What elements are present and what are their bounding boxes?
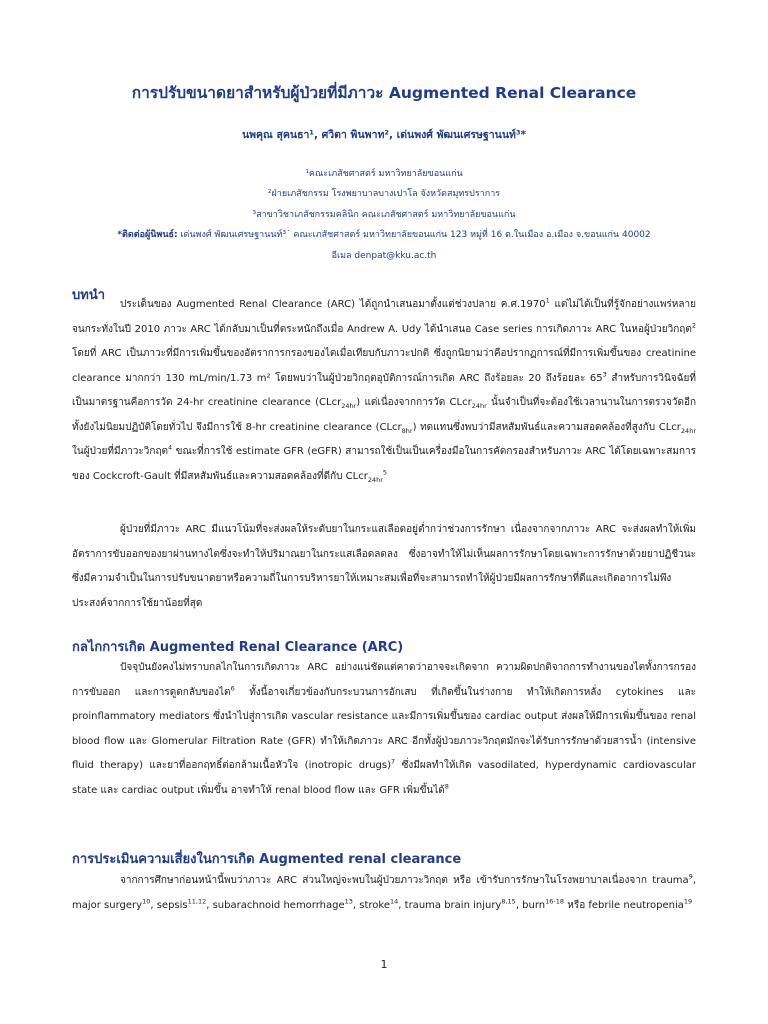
- page-number: 1: [380, 958, 388, 971]
- section-heading-risk: การประเมินความเสี่ยงในการเกิด Augmented renal clearance: [72, 852, 462, 867]
- email-line: อีเมล denpat@kku.ac.th: [331, 251, 437, 261]
- affiliation-3: ³สาขาวิชาเภสัชกรรมคลินิก คณะเภสัชศาสตร์ มหาวิทยาลัยขอนแก่น: [252, 210, 516, 220]
- risk-paragraph: จากการศึกษาก่อนหน้านี้พบว่าภาวะ ARC ส่วนใหญ่จะพบในผู้ป่วยภาวะวิกฤต หรือ เข้ารับการรักษาในโรงพยาบาลเนื่องจาก trauma$^9$, major surgery$^{10}$, sepsis$^{11,12}$, subarachnoid hemorrhage$^{13}$, stroke$^{14}$, trauma brain injury$^{8,15}$, burn$^{16-18}$ หรือ febrile neutropenia$^{19}$: [72, 872, 696, 911]
- intro-paragraph-1: ประเด็นของ Augmented Renal Clearance (ARC) ได้ถูกนำเสนอมาตั้งแต่ช่วงปลาย ค.ศ.1970$^1$ แต่ไม่ได้เป็นที่รู้จักอย่างแพร่หลาย จนกระทั่งในปี 2010 ภาวะ ARC ได้กลับมาเป็นที่ตระหนักถึงเมื่อ Andrew A. Udy ได้นำเสนอ Case series การเกิดภาวะ ARC ในหอผู้ป่วยวิกฤต$^2$ โดยที่ ARC เป็นภาวะที่มีการเพิ่มขึ้นของอัตราการกรองของไตเมื่อเทียบกับภาวะปกติ ซึ่งถูกนิยามว่าคือปรากฏการณ์ที่มีการเพิ่มขึ้นของ creatinine clearance มากกว่า 130 mL/min/1.73 m² โดยพบว่าในผู้ป่วยวิกฤตอุบัติการณ์การเกิด ARC ถึงร้อยละ 20 ถึงร้อยละ $65^3$ สำหรับการวินิจฉัยที่เป็นมาตรฐานคือการวัด 24-hr creatinine clearance (CLcr$_{24hr}$) แต่เนื่องจากการวัด CLcr$_{24hr}$ นั้นจำเป็นที่จะต้องใช้เวลานานในการตรวจวัดอีกทั้งยังไม่นิยมปฏิบัติโดยทั่วไป จึงมีการใช้ 8-hr creatinine clearance (CLcr$_{8hr}$) ทดแทนซึ่งพบว่ามีสหสัมพันธ์และความสอดคล้องที่สูงกับ CLcr$_{24hr}$ ในผู้ป่วยที่มีภาวะวิกฤต$^4$ ขณะที่การใช้ estimate GFR (eGFR) สามารถใช้เป็นเป็นเครื่องมือในการคัดกรองสำหรับภาวะ ARC ได้โดยเฉพาะสมการของ Cockcroft-Gault ที่มีสหสัมพันธ์และความสอดคล้องที่ดีกับ CLcr$_{24hr}^5$: [72, 296, 697, 484]
- author-list: นพคุณ สุคนธา¹, ศวิตา พินพาท², เด่นพงศ์ พัฒนเศรษฐานนท์³*: [241, 129, 527, 141]
- intro-paragraph-2: ผู้ป่วยที่มีภาวะ ARC มีแนวโน้มที่จะส่งผลให้ระดับยาในกระแสเลือดอยู่ต่ำกว่าช่วงการรักษา เนื่องจากจากภาวะ ARC จะส่งผลทำให้เพิ่มอัตราการขับออกของยาผ่านทางไตซึ่งจะทำให้ปริมาณยาในกระแสเลือดลดลง ซึ่งอาจทำให้ไม่เห็นผลการรักษาโดยเฉพาะการรักษาด้วยยาปฏิชีวนะ ซึ่งมีความจำเป็นในการปรับขนาดยาหรือความถี่ในการบริหารยาให้เหมาะสมเพื่อที่จะสามารถทำให้ผู้ป่วยมีผลการรักษาที่ดีและเกิดอาการไม่พึงประสงค์จากการใช้ยาน้อยที่สุด: [72, 524, 696, 609]
- contact-label: *ติดต่อผู้นิพนธ์:: [117, 230, 178, 240]
- section-heading-mechanism: กลไกการเกิด Augmented Renal Clearance (ARC): [72, 640, 404, 655]
- contact-info: [0, 227, 768, 241]
- affiliation-1: ¹คณะเภสัชศาสตร์ มหาวิทยาลัยขอนแก่น: [305, 169, 463, 179]
- mechanism-paragraph: ปัจจุบันยังคงไม่ทราบกลไกในการเกิดภาวะ ARC อย่างแน่ชัดแต่คาดว่าอาจจะเกิดจาก ความผิดปกติจากการทำงานของไตทั้งการกรอง การขับออก และการดูดกลับของไต$^6$ ทั้งนี้อาจเกี่ยวข้องกับกระบวนการอักเสบ ที่เกิดขึ้นในร่างกาย ทำให้เกิดการหลั่ง cytokines และ proinflammatory mediators ซึ่งนำไปสู่การเกิด vascular resistance และมีการเพิ่มขึ้นของ cardiac output ส่งผลให้มีการเพิ่มขึ้นของ renal blood flow และ Glomerular Filtration Rate (GFR) ทำให้เกิดภาวะ ARC อีกทั้งผู้ป่วยภาวะวิกฤตมักจะได้รับการรักษาด้วยสารน้ำ (intensive fluid therapy) และยาที่ออกฤทธิ์ต่อกล้ามเนื้อหัวใจ (inotropic drugs)$^7$ ซึ่งมีผลทำให้เกิด vasodilated, hyperdynamic cardiovascular state และ cardiac output เพิ่มขึ้น อาจทำให้ renal blood flow และ GFR เพิ่มขึ้นได้$^8$: [72, 662, 696, 796]
- section-heading-intro: บทนำ: [72, 288, 106, 303]
- affiliation-2: ²ฝ่ายเภสัชกรรม โรงพยาบาลบางเปาโล จังหวัดสมุทรปราการ: [267, 189, 501, 199]
- page-title: การปรับขนาดยาสำหรับผู้ป่วยที่มีภาวะ Augmented Renal Clearance: [131, 84, 637, 102]
- contact-text: เด่นพงศ์ พัฒนเศรษฐานนท์³˙ คณะเภสัชศาสตร์ มหาวิทยาลัยขอนแก่น 123 หมู่ที่ 16 ต.ในเมือง อ.เมือง จ.ขอนแก่น 40002: [177, 230, 651, 240]
